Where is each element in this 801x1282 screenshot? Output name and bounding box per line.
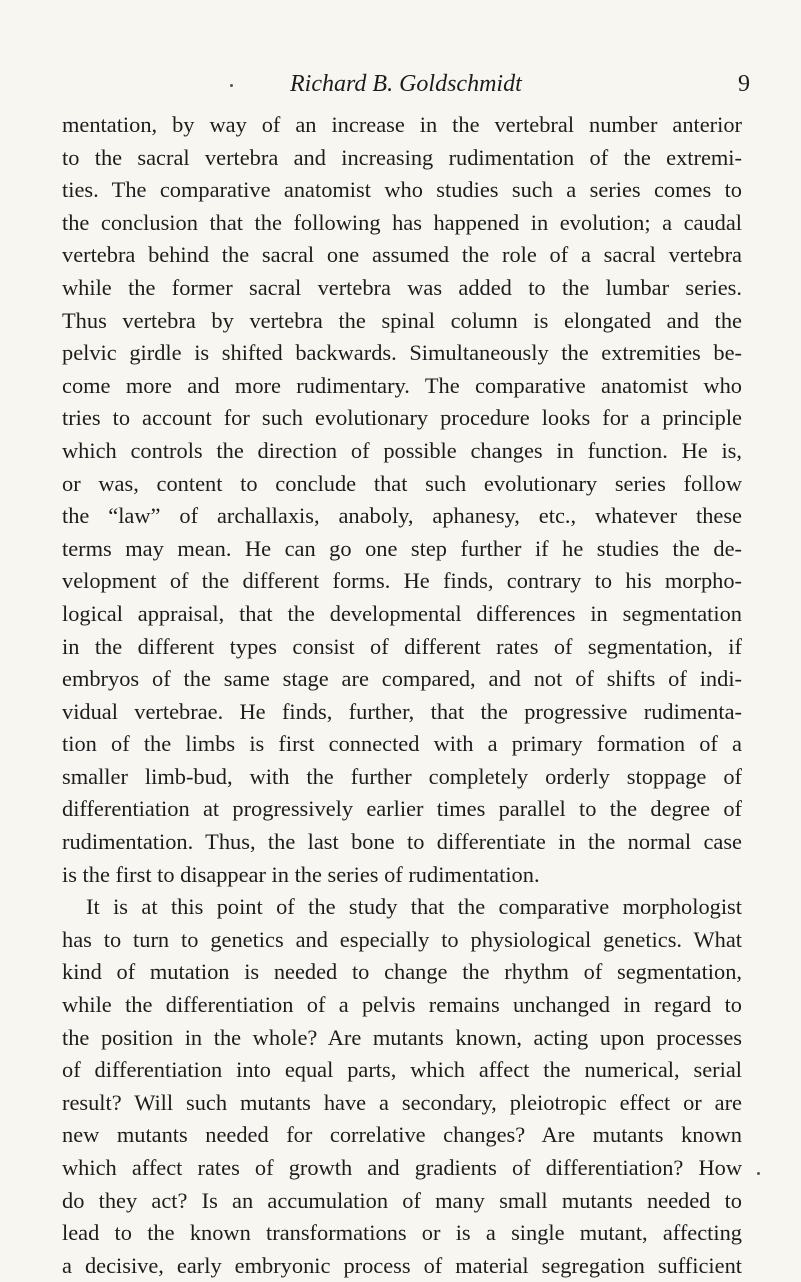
text-line: rudimentation. Thus, the last bone to differentiate in the normal case: [62, 829, 742, 855]
text-line: while the former sacral vertebra was added to the lumbar series.: [62, 274, 742, 300]
text-line: a decisive, early embryonic process of material segregation sufficient: [62, 1252, 742, 1278]
running-head: Richard B. Goldschmidt: [290, 71, 522, 97]
print-speck: [230, 84, 233, 87]
text-line: tries to account for such evolutionary procedure looks for a principle: [62, 405, 742, 431]
text-line: new mutants needed for correlative changes? Are mutants known: [62, 1122, 742, 1148]
text-line: which controls the direction of possible changes in function. He is,: [62, 437, 742, 463]
text-line: which affect rates of growth and gradients of differentiation? How: [62, 1155, 742, 1180]
text-line: tion of the limbs is first connected with a primary formation of a: [62, 731, 742, 757]
text-line: to the sacral vertebra and increasing rudimentation of the extremi-: [62, 144, 742, 170]
print-speck: [757, 1172, 760, 1175]
text-line: ties. The comparative anatomist who studies such a series comes to: [62, 177, 742, 203]
page-number: 9: [738, 71, 750, 97]
text-line: terms may mean. He can go one step further if he studies the de-: [62, 535, 742, 561]
text-line: in the different types consist of different rates of segmentation, if: [62, 633, 742, 659]
page-header: [62, 66, 750, 102]
text-line: the “law” of archallaxis, anaboly, aphanesy, etc., whatever these: [62, 503, 742, 529]
paragraph-start-line: It is at this point of the study that the comparative morphologist: [86, 894, 742, 920]
body-text: [62, 109, 742, 1282]
text-line: has to turn to genetics and especially to physiological genetics. What: [62, 926, 742, 952]
text-line: the position in the whole? Are mutants known, acting upon processes: [62, 1024, 742, 1050]
text-line: Thus vertebra by vertebra the spinal column is elongated and the: [62, 307, 742, 333]
text-line: kind of mutation is needed to change the rhythm of segmentation,: [62, 959, 742, 985]
text-line: come more and more rudimentary. The comparative anatomist who: [62, 372, 742, 398]
text-line: of differentiation into equal parts, which affect the numerical, serial: [62, 1057, 742, 1083]
text-line: vidual vertebrae. He finds, further, that the progressive rudimenta-: [62, 698, 742, 724]
text-line: logical appraisal, that the developmental differences in segmentation: [62, 600, 742, 626]
text-line: embryos of the same stage are compared, and not of shifts of indi-: [62, 666, 742, 692]
text-line: pelvic girdle is shifted backwards. Simultaneously the extremities be-: [62, 340, 742, 366]
text-line: lead to the known transformations or is a single mutant, affecting: [62, 1220, 742, 1246]
text-line: mentation, by way of an increase in the vertebral number anterior: [62, 112, 742, 137]
text-line: smaller limb-bud, with the further completely orderly stoppage of: [62, 763, 742, 789]
text-line: do they act? Is an accumulation of many small mutants needed to: [62, 1187, 742, 1213]
text-line: or was, content to conclude that such evolutionary series follow: [62, 470, 742, 496]
text-line: differentiation at progressively earlier times parallel to the degree of: [62, 796, 742, 822]
text-line: vertebra behind the sacral one assumed the role of a sacral vertebra: [62, 242, 742, 268]
text-line: velopment of the different forms. He finds, contrary to his morpho-: [62, 568, 742, 594]
paragraph-end-line: is the first to disappear in the series of rudimentation.: [62, 861, 540, 887]
text-line: the conclusion that the following has happened in evolution; a caudal: [62, 209, 742, 235]
text-line: result? Will such mutants have a secondary, pleiotropic effect or are: [62, 1089, 742, 1115]
text-line: while the differentiation of a pelvis remains unchanged in regard to: [62, 992, 742, 1018]
